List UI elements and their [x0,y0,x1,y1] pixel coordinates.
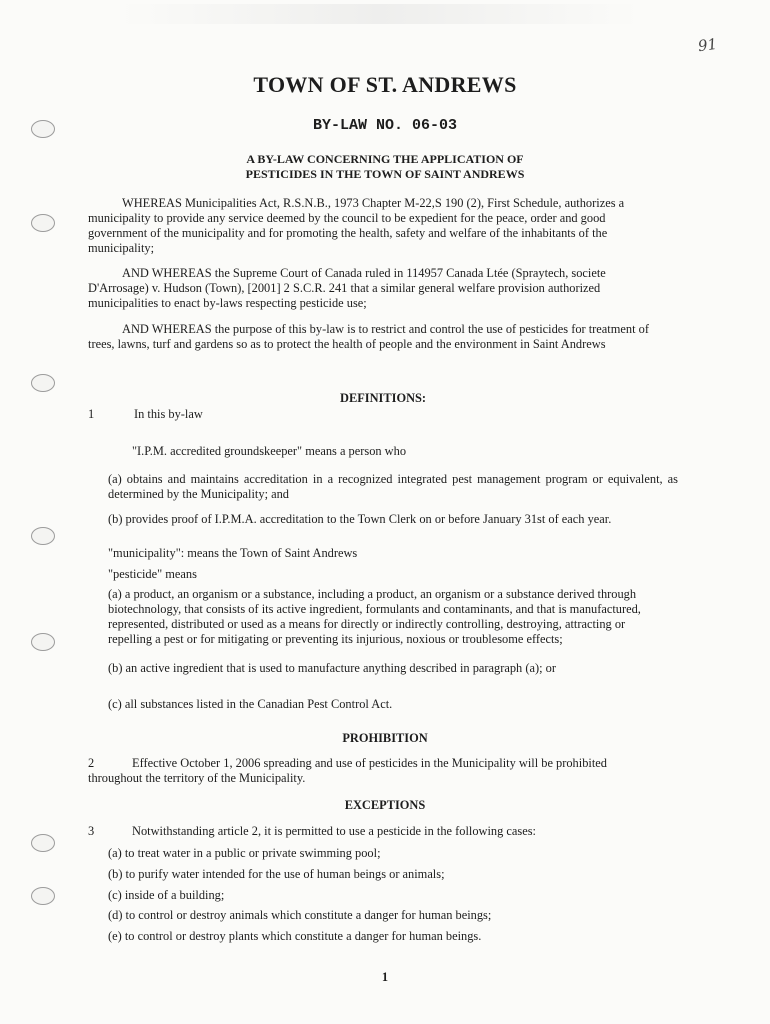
punch-hole [31,887,55,905]
section-number: 1 [88,407,95,421]
section-number: 3 [88,824,95,838]
punch-hole [31,527,55,545]
definition-pesticide-a: (a) a product, an organism or a substance, including a product, an organism or a substance derived through biotechnology, that consists of its active ingredient, formulants and contaminants, and that is manufactured, represented, distributed or used as a means for directly or indirectly controlling, destroying, attracting or repelling a pest or for mitigating or preventing its injurious, noxious or troublesome effects; [108,587,641,646]
subtitle-line: A BY-LAW CONCERNING THE APPLICATION OF [246,152,524,166]
definitions-intro: In this by-law [134,407,203,421]
section-number: 2 [88,756,95,770]
definition-ipm-a: (a) obtains and maintains accreditation in a recognized integrated pest management program or equivalent, as determined by the Municipality; and [108,472,678,501]
document-title: TOWN OF ST. ANDREWS [253,72,517,97]
definition-ipm-term: "I.P.M. accredited groundskeeper" means a person who [132,444,407,458]
scan-artifact [120,4,640,24]
exception-item: (a) to treat water in a public or private swimming pool; [108,846,381,860]
whereas-clause-1: WHEREAS Municipalities Act, R.S.N.B., 1973 Chapter M-22,S 190 (2), First Schedule, authorizes a municipality to provide any service deemed by the council to be expedient for the peace, order and good government of the municipality and for promoting the health, safety and welfare of the inhabitants of the municipality; [88,196,625,255]
handwritten-page-note: 91 [696,34,719,56]
exception-item: (d) to control or destroy animals which constitute a danger for human beings; [108,908,492,922]
document-subtitle [0,152,770,182]
page-number: 1 [381,970,389,984]
definition-ipm-b: (b) provides proof of I.P.M.A. accreditation to the Town Clerk on or before January 31st of each year. [108,512,612,526]
exception-item: (e) to control or destroy plants which constitute a danger for human beings. [108,929,482,943]
definition-pesticide-term: "pesticide" means [108,567,197,581]
definition-pesticide-c: (c) all substances listed in the Canadian Pest Control Act. [108,697,393,711]
prohibition-text: Effective October 1, 2006 spreading and use of pesticides in the Municipality will be prohibited throughout the territory of the Municipality. [88,756,607,785]
whereas-clause-3: AND WHEREAS the purpose of this by-law is to restrict and control the use of pesticides for treatment of trees, lawns, turf and gardens so as to protect the health of people and the environment in Saint Andrews [88,322,649,351]
punch-hole [31,834,55,852]
punch-hole [31,633,55,651]
exceptions-intro: Notwithstanding article 2, it is permitted to use a pesticide in the following cases: [132,824,536,838]
punch-hole [31,374,55,392]
subtitle-line: PESTICIDES IN THE TOWN OF SAINT ANDREWS [245,167,525,181]
definitions-heading: DEFINITIONS: [340,391,427,405]
exceptions-heading: EXCEPTIONS [344,798,426,812]
definition-pesticide-b: (b) an active ingredient that is used to manufacture anything described in paragraph (a); or [108,661,556,675]
definition-municipality: "municipality": means the Town of Saint Andrews [108,546,358,560]
prohibition-heading: PROHIBITION [342,731,428,745]
exception-item: (c) inside of a building; [108,888,225,902]
punch-hole [31,214,55,232]
exception-item: (b) to purify water intended for the use of human beings or animals; [108,867,445,881]
whereas-clause-2: AND WHEREAS the Supreme Court of Canada ruled in 114957 Canada Ltée (Spraytech, societe D'Arrosage) v. Hudson (Town), [2001] 2 S.C.R. 241 that a similar general welfare provision authorized municipalities to enact by-laws respecting pesticide use; [88,266,606,310]
bylaw-number: BY-LAW NO. 06-03 [312,117,458,134]
